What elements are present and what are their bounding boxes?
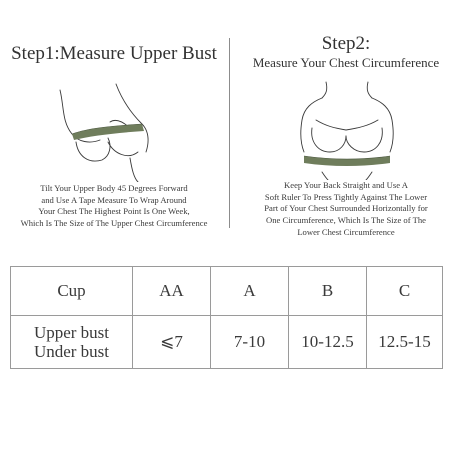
step2-title: Step2:	[321, 33, 371, 54]
step1-desc-line: Tilt Your Upper Body 45 Degrees Forward	[40, 183, 188, 193]
panel-divider	[229, 38, 230, 228]
value-cell: 12.5-15	[367, 316, 443, 369]
step1-title: Step1:Measure Upper Bust	[11, 43, 217, 64]
row-label-line: Upper bust	[33, 323, 110, 342]
under-bust-illustration	[282, 80, 412, 180]
value-cell: 7-10	[211, 316, 289, 369]
cup-size-cell: A	[211, 267, 289, 316]
cup-header-cell: Cup	[11, 267, 133, 316]
table-row	[11, 316, 443, 369]
value-cell: 10-12.5	[289, 316, 367, 369]
cup-size-cell: AA	[133, 267, 211, 316]
step2-desc-line: Lower Chest Circumference	[297, 226, 395, 237]
row-label-cell	[11, 316, 133, 369]
step2-desc-line: Soft Ruler To Press Tightly Against The Lower	[264, 191, 428, 202]
step2-description	[232, 180, 460, 239]
step1-desc-line: Your Chest The Highest Point Is One Week,	[38, 206, 190, 217]
step2-desc-line: Part of Your Chest Surrounded Horizontally for	[264, 203, 428, 214]
step1-desc-line: and Use A Tape Measure To Wrap Around	[41, 194, 187, 205]
step1-panel	[0, 0, 228, 250]
cup-size-cell: C	[367, 267, 443, 316]
table-header-row	[11, 267, 443, 316]
size-chart-table	[10, 266, 443, 369]
step2-desc-line: Keep Your Back Straight and Use A	[284, 180, 408, 190]
cup-size-cell: B	[289, 267, 367, 316]
step1-desc-line: Which Is The Size of The Upper Chest Circumference	[20, 218, 208, 229]
value-cell: ⩽7	[133, 316, 211, 369]
row-label-line: Under bust	[33, 342, 110, 361]
step2-desc-line: One Circumference, Which Is The Size of The	[266, 215, 426, 226]
step2-panel	[232, 0, 460, 250]
step1-description	[0, 183, 228, 230]
upper-bust-illustration	[50, 82, 160, 182]
step2-subtitle: Measure Your Chest Circumference	[252, 55, 440, 70]
